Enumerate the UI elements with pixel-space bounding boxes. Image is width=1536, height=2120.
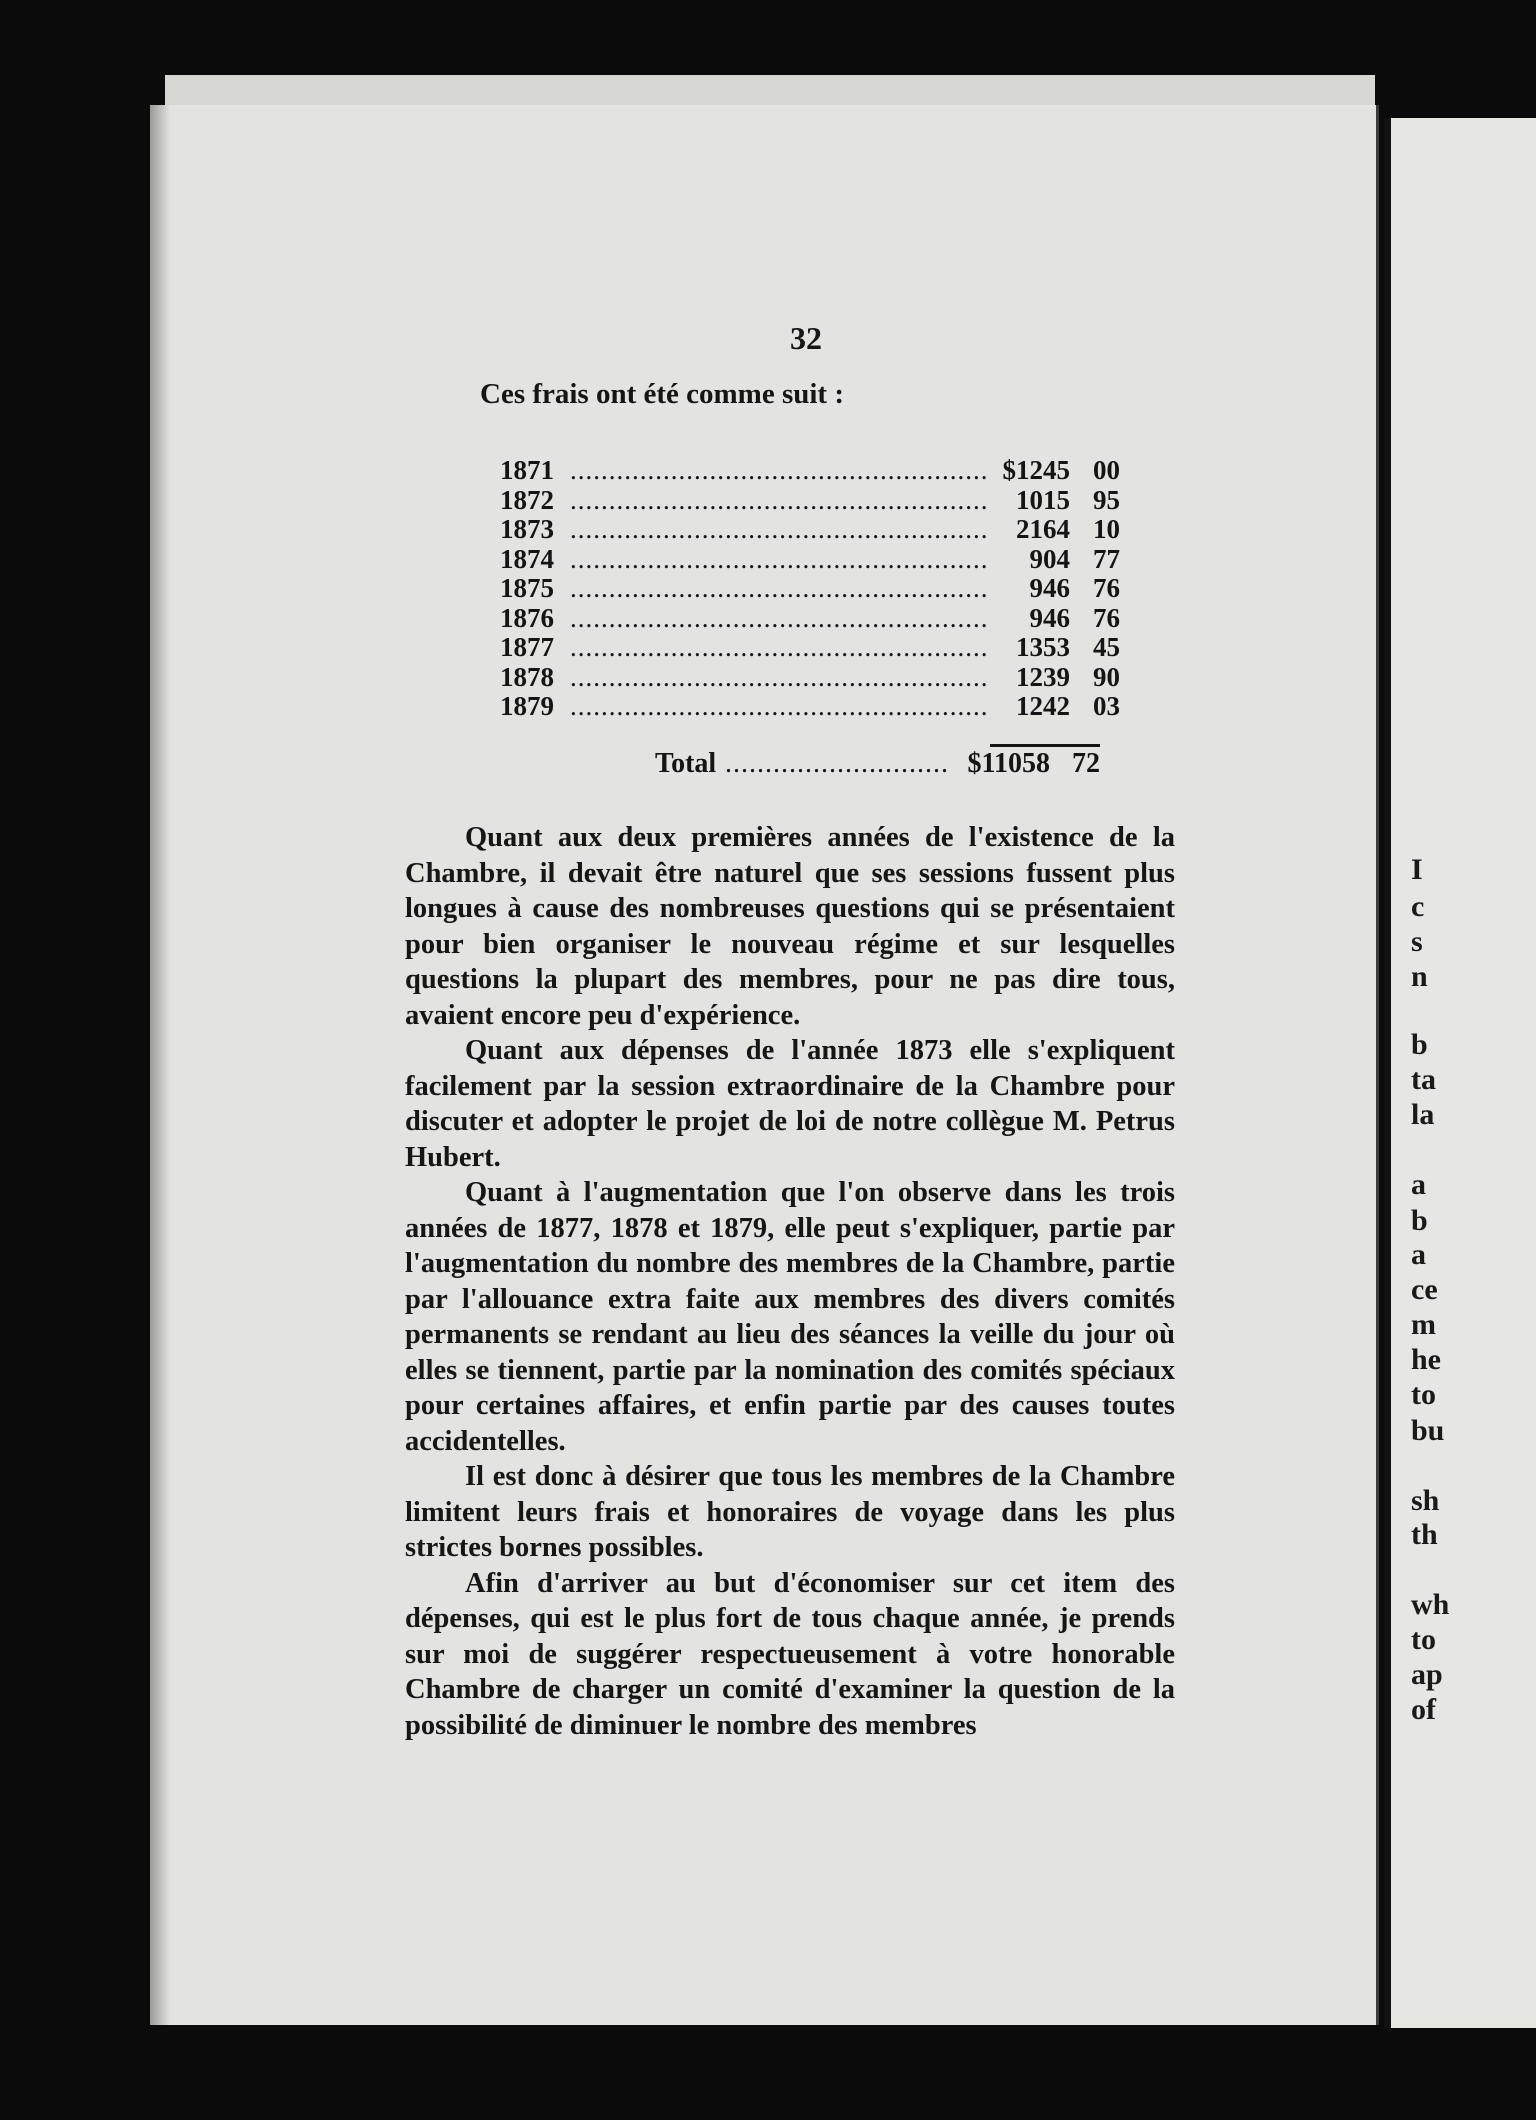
body-text	[405, 820, 1175, 1743]
leader-dots	[570, 514, 990, 545]
table-row	[500, 455, 1120, 485]
row-dollars: 1239	[1016, 661, 1070, 692]
row-cents: 76	[1093, 573, 1120, 603]
row-dollars: 946	[1029, 602, 1070, 633]
leader-dots	[570, 485, 990, 516]
facing-fragment: b	[1411, 1204, 1428, 1237]
row-dollars: $1245	[1002, 455, 1070, 485]
table-row	[500, 514, 1120, 544]
row-dollars: 1015	[1016, 484, 1070, 515]
facing-fragment: of	[1411, 1693, 1436, 1726]
row-year: 1877	[500, 632, 554, 662]
facing-fragment: ta	[1411, 1063, 1436, 1096]
row-dollars: 1242	[1016, 691, 1070, 721]
table-row	[500, 603, 1120, 633]
facing-fragment: c	[1411, 890, 1425, 923]
row-cents: 76	[1093, 602, 1120, 633]
leader-dots	[570, 632, 990, 663]
row-cents: 45	[1093, 632, 1120, 662]
paragraph: Quant aux deux premières années de l'existence de la Chambre, il devait être naturel que ses sessions fussent plus longues à cause des nombreuses questions qui se présentaient pour bien organiser le nouveau régime et sur lesquelles questions la plupart des membres, pour ne pas dire tous, avaient encore peu d'expérience.	[405, 822, 1175, 1031]
row-cents: 77	[1093, 543, 1120, 574]
total-label: Total	[655, 748, 717, 779]
facing-fragment: I	[1411, 853, 1423, 886]
row-year: 1876	[500, 602, 554, 633]
row-cents: 00	[1093, 455, 1120, 485]
total-dollars: $11058	[967, 748, 1050, 779]
row-cents: 10	[1093, 514, 1120, 544]
table-intro: Ces frais ont été comme suit :	[480, 378, 845, 410]
row-year: 1871	[500, 455, 554, 485]
page-binding-shadow	[150, 105, 170, 2025]
table-row	[500, 662, 1120, 692]
row-dollars: 2164	[1016, 514, 1070, 544]
facing-fragment: ap	[1411, 1658, 1443, 1691]
facing-fragment: a	[1411, 1168, 1426, 1201]
leader-dots	[570, 455, 990, 486]
total-cents: 72	[1072, 748, 1100, 779]
leader-dots	[570, 603, 990, 634]
row-cents: 03	[1093, 691, 1120, 721]
paragraph: Quant aux dépenses de l'année 1873 elle s'expliquent facilement par la session extraordinaire de la Chambre pour discuter et adopter le projet de loi de notre collègue M. Petrus Hubert.	[405, 1035, 1175, 1173]
total-rule	[990, 744, 1100, 747]
paragraph: Afin d'arriver au but d'économiser sur cet item des dépenses, qui est le plus fort de tous chaque année, je prends sur moi de suggérer respectueusement à votre honorable Chambre de charger un comité d'examiner la question de la possibilité de diminuer le nombre des membres	[405, 1567, 1175, 1741]
leader-dots	[570, 544, 990, 575]
facing-fragment: he	[1411, 1343, 1441, 1376]
table-row	[500, 485, 1120, 515]
facing-fragment: ce	[1411, 1273, 1438, 1306]
row-dollars: 1353	[1016, 632, 1070, 662]
page-number: 32	[790, 320, 822, 356]
facing-fragment: a	[1411, 1238, 1426, 1271]
table-row	[500, 632, 1120, 662]
row-cents: 95	[1093, 484, 1120, 515]
row-dollars: 904	[1029, 543, 1070, 574]
facing-fragment: la	[1411, 1098, 1435, 1131]
row-year: 1874	[500, 543, 554, 574]
paragraph: Il est donc à désirer que tous les membres de la Chambre limitent leurs frais et honoraires de voyage dans les plus strictes bornes possibles.	[405, 1461, 1175, 1563]
row-dollars: 946	[1029, 573, 1070, 603]
expense-table	[500, 455, 1120, 721]
paragraph: Quant à l'augmentation que l'on observe dans les trois années de 1877, 1878 et 1879, elle peut s'expliquer, partie par l'augmentation du nombre des membres de la Chambre, partie par l'allouance extra faite aux membres des divers comités permanents se rendant au lieu des séances la veille du jour où elles se tiennent, partie par la nomination des comités spéciaux pour certaines affaires, et enfin partie par des causes toutes accidentelles.	[405, 1177, 1175, 1457]
facing-fragment: b	[1411, 1028, 1428, 1061]
leader-dots	[570, 573, 990, 604]
row-year: 1873	[500, 514, 554, 544]
facing-fragment: n	[1411, 960, 1428, 993]
leader-dots	[570, 691, 990, 722]
table-row	[500, 573, 1120, 603]
facing-page	[1384, 118, 1536, 2028]
table-row	[500, 544, 1120, 574]
facing-fragment: th	[1411, 1518, 1438, 1551]
leader-dots	[570, 662, 990, 693]
facing-fragment: wh	[1411, 1588, 1450, 1621]
facing-fragment: sh	[1411, 1484, 1440, 1517]
row-year: 1878	[500, 661, 554, 692]
row-year: 1872	[500, 484, 554, 515]
facing-fragment: m	[1411, 1308, 1436, 1341]
facing-fragment: bu	[1411, 1414, 1445, 1447]
table-row	[500, 691, 1120, 721]
row-year: 1875	[500, 573, 554, 603]
facing-fragment: to	[1411, 1623, 1436, 1656]
facing-fragment: s	[1411, 925, 1423, 958]
row-cents: 90	[1093, 661, 1120, 692]
row-year: 1879	[500, 691, 554, 721]
leader-dots	[725, 748, 950, 780]
facing-fragment: to	[1411, 1378, 1436, 1411]
total-row	[655, 748, 1100, 780]
